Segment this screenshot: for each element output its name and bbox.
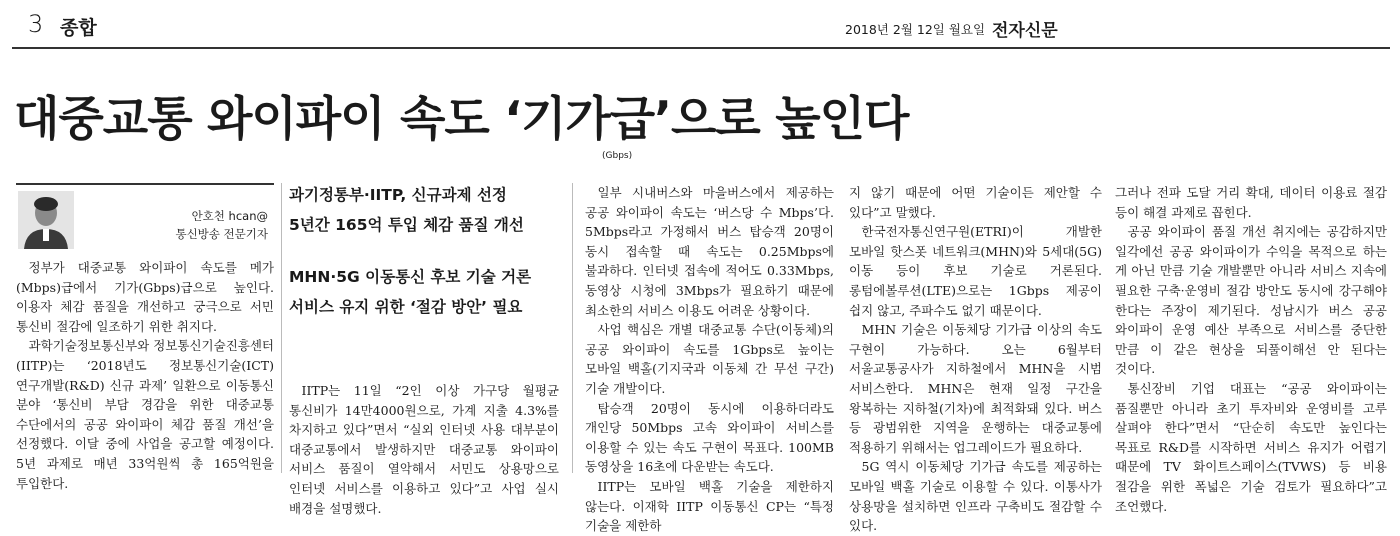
paragraph: IITP는 11일 “2인 이상 가구당 월평균 통신비가 14만4000원으로, 가계 지출 4.3%를 차지하고 있다”면서 “실외 인터넷 사용 대부분이 대중교통에서 발생하지만 대중교통 와이파이 서비스 품질이 열악해서 서민도 상용망으로 인터넷 서비스를 이용하고 있다”고 사업 실시 배경을 설명했다. (289, 383, 559, 516)
issue-date: 2018년 2월 12일 월요일 (845, 22, 986, 37)
paragraph: 지 않기 때문에 어떤 기술이든 제안할 수 있다”고 말했다. (849, 185, 1102, 220)
reporter-photo (18, 191, 74, 249)
paragraph: 정부가 대중교통 와이파이 속도를 메가(Mbps)급에서 기가(Gbps)급으로 높인다. 이용자 체감 품질을 개선하고 궁극으로 서민 통신비 절감에 일조하기 위한 취지다. (16, 260, 274, 334)
paragraph: 5G 역시 이동체당 기가급 속도를 제공하는 모바일 백홀 기술로 이용할 수 있다. 이통사가 상용망을 설치하면 인프라 구축비도 절감할 수 있다. (849, 459, 1102, 534)
paragraph: 사업 핵심은 개별 대중교통 수단(이동체)의 공공 와이파이 속도를 1Gbps로 높이는 모바일 백홀(기지국과 이동체 간 무선 구간) 기술 개발이다. (585, 322, 834, 396)
reporter-title: 통신방송 전문기자 (175, 227, 268, 241)
column-divider (281, 183, 282, 473)
header-rule (12, 47, 1390, 49)
reporter-portrait-icon (18, 191, 74, 249)
headline: 대중교통 와이파이 속도 ‘기가급’으로 높인다 (14, 92, 909, 147)
page-header (10, 0, 1390, 46)
paragraph: 탑승객 20명이 동시에 이용하더라도 개인당 50Mbps 고속 와이파이 서비스를 이용할 수 있는 속도 구현이 목표다. 100MB 동영상을 16초에 다운받는 속도다. (585, 400, 834, 475)
paragraph: MHN 기술은 이동체당 기가급 이상의 속도 구현이 가능하다. 오는 6월부터 서울교통공사가 지하철에서 MHN을 시범 서비스한다. MHN은 현재 일정 구간을 왕복하는 지하철(기차)에 최적화돼 있다. 버스 등 광범위한 지역을 운행하는 대중교통에 적용하기 위해서는 업그레이드가 필요하다. (849, 322, 1102, 455)
paragraph: 공공 와이파이 품질 개선 취지에는 공감하지만 일각에선 공공 와이파이가 수익을 목적으로 하는 게 아닌 만큼 기술 개발뿐만 아니라 서비스 지속에 필요한 구축·운영비 절감 방안도 동시에 강구해야 한다는 주장이 제기된다. 성남시가 버스 공공 와이파이 운영 예산 부족으로 서비스를 중단한 만큼 이 같은 현상을 되풀이해선 안 된다는 것이다. (1115, 224, 1387, 377)
subhead: 서비스 유지 위한 ‘절감 방안’ 필요 (289, 298, 523, 316)
paragraph: IITP는 모바일 백홀 기술을 제한하지 않는다. 이재학 IITP 이동통신 CP는 “특정 기술을 제한하 (585, 478, 834, 534)
column-divider (572, 183, 573, 473)
byline (16, 183, 274, 251)
article-column-1 (16, 258, 274, 493)
paragraph: 그러나 전파 도달 거리 확대, 데이터 이용료 절감 등이 해결 과제로 꼽힌다. (1115, 185, 1387, 220)
subhead-group-2 (289, 262, 559, 322)
paragraph: 일부 시내버스와 마을버스에서 제공하는 공공 와이파이 속도는 ‘버스당 수 Mbps’다. 5Mbps라고 가정해서 버스 탑승객 20명이 동시 접속할 때 속도는 0.25Mbps에 불과하다. 인터넷 접속에 적어도 0.33Mbps, 동영상 시청에 3Mbps가 필요하기 때문에 최소한의 서비스 이용도 어려운 상황이다. (585, 185, 834, 318)
subhead: MHN·5G 이동통신 후보 기술 거론 (289, 268, 532, 286)
section-title: 종합 (60, 17, 97, 39)
byline-text (175, 207, 268, 243)
paragraph: 과학기술정보통신부와 정보통신기술진흥센터(IITP)는 ‘2018년도 정보통신기술(ICT) 연구개발(R&D) 신규 과제’ 일환으로 이동통신 분야 ‘통신비 부담 경감을 위한 대중교통 수단에서의 공공 와이파이 체감 품질 개선’을 선정했다. 이달 중에 사업을 공고할 예정이다. 5년 과제로 매년 33억원씩 총 165억원을 투입한다. (16, 338, 274, 491)
page-number: 3 (28, 10, 44, 38)
article-column-4 (849, 183, 1102, 536)
paragraph: 한국전자통신연구원(ETRI)이 개발한 모바일 핫스폿 네트워크(MHN)와 5세대(5G) 이동 등이 후보 기술로 거론된다. 롱텀에볼루션(LTE)으로는 1Gbps 제공이 쉽지 않고, 주파수도 없기 때문이다. (849, 224, 1102, 318)
subhead: 과기정통부·IITP, 신규과제 선정 (289, 186, 507, 204)
reporter-name: 안호천 hcan@ (191, 209, 268, 223)
newspaper-name: 전자신문 (992, 21, 1058, 41)
article-column-3 (585, 183, 834, 536)
paragraph: 통신장비 기업 대표는 “공공 와이파이는 품질뿐만 아니라 초기 투자비와 운영비를 고루 살펴야 한다”면서 “단순히 속도만 높인다는 목표로 R&D를 시작하면 서비스 유지가 어렵기 때문에 TV 화이트스페이스(TVWS) 등 비용 절감을 위한 폭넓은 기술 검토가 필요하다”고 조언했다. (1115, 380, 1387, 514)
headline-note: (Gbps) (602, 151, 633, 161)
subhead: 5년간 165억 투입 체감 품질 개선 (289, 216, 524, 234)
subhead-group-1 (289, 180, 559, 240)
article-column-5 (1115, 183, 1387, 516)
article-column-2 (289, 381, 559, 518)
